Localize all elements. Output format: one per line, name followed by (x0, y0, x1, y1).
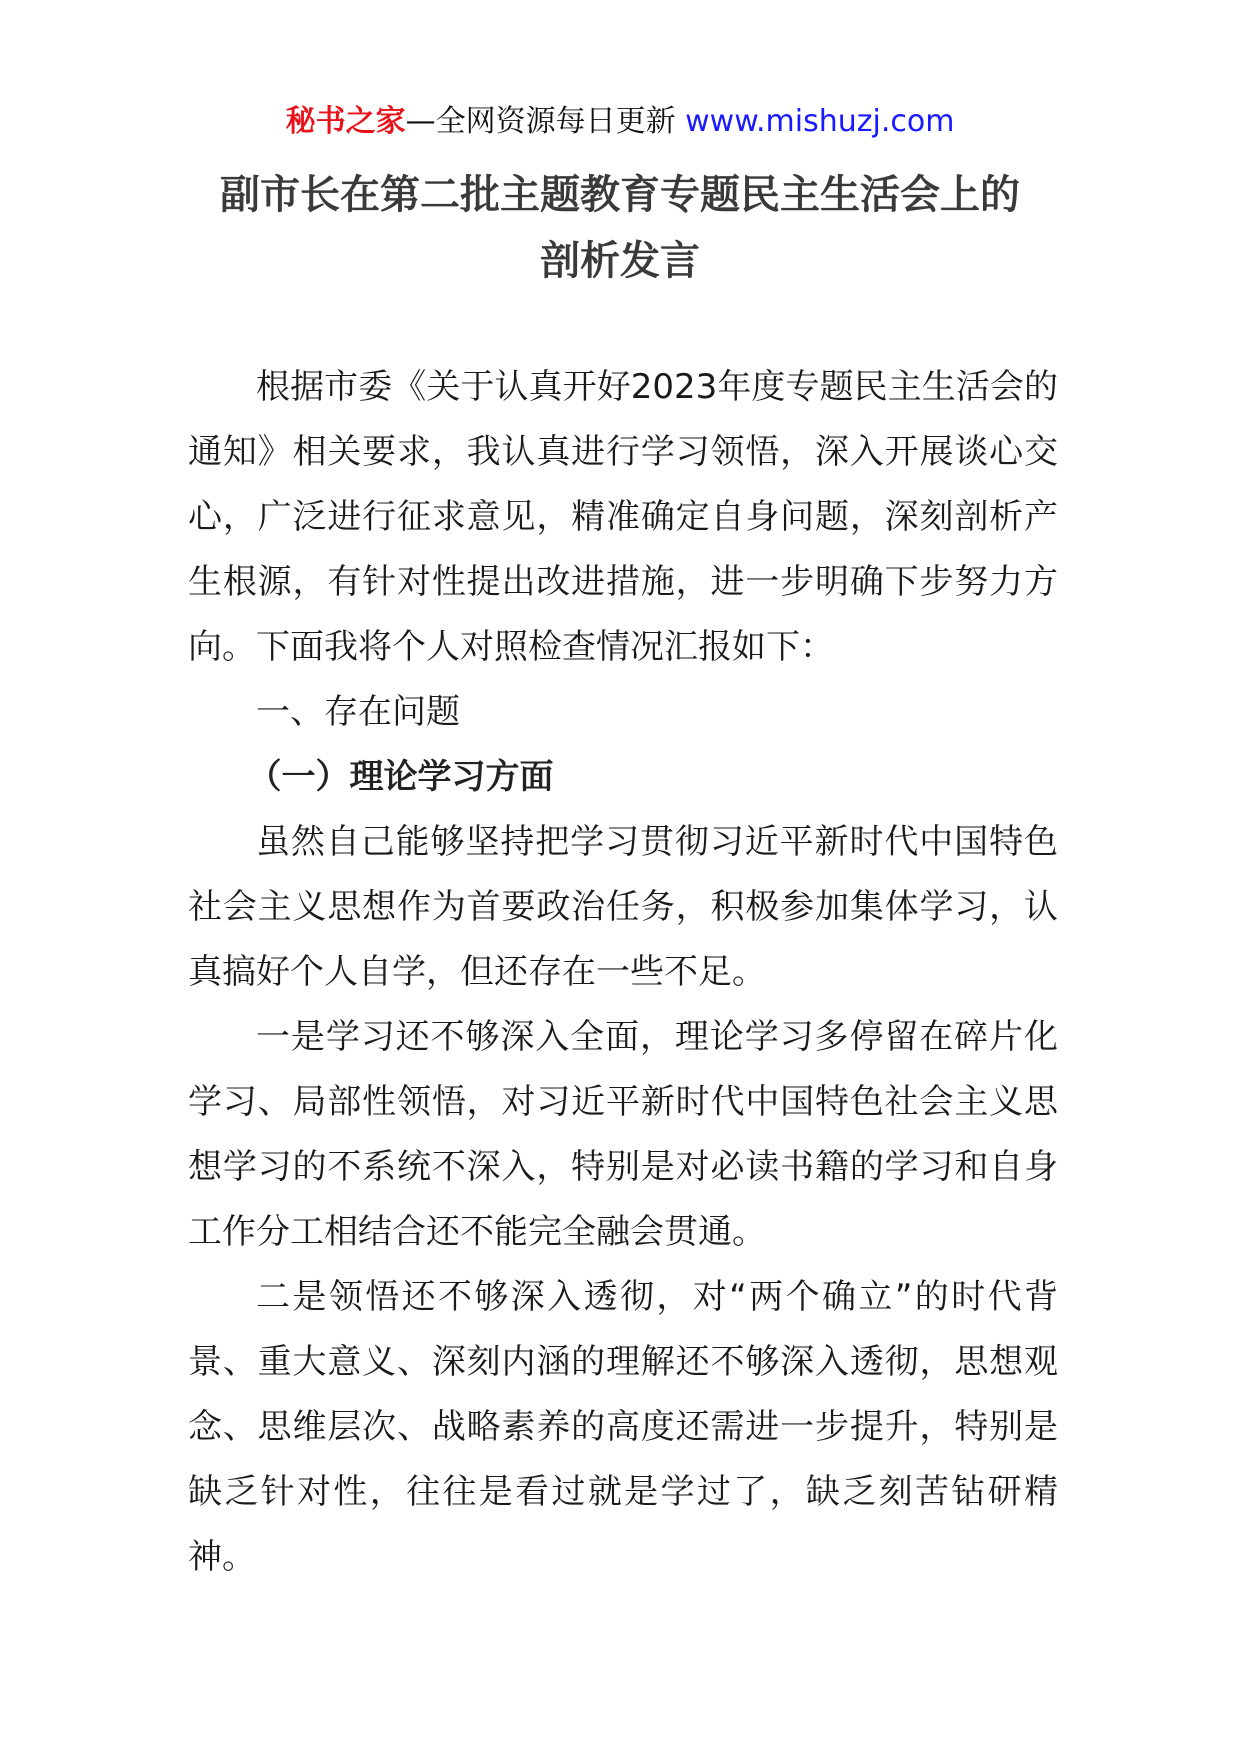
body-paragraph: 二是领悟还不够深入透彻，对“两个确立”的时代背景、重大意义、深刻内涵的理解还不够深入透彻，思想观念、思维层次、战略素养的高度还需进一步提升，特别是缺乏针对性，往往是看过就是学过了，缺乏刻苦钻研精神。 (188, 1277, 1058, 1577)
section-heading: 一、存在问题 (256, 692, 460, 732)
document-body (188, 355, 1058, 1590)
brand-name: 秘书之家 (285, 104, 406, 139)
document-title-line-1: 副市长在第二批主题教育专题民主生活会上的 (220, 172, 1020, 218)
document-title-line-2: 剖析发言 (540, 238, 700, 284)
document-title (150, 162, 1090, 294)
site-url-link[interactable]: www.mishuzj.com (685, 104, 955, 139)
subsection-heading: （一）理论学习方面 (247, 757, 554, 797)
watermark-header (0, 102, 1240, 142)
header-tagline: —全网资源每日更新 (405, 104, 686, 139)
body-paragraph: 一是学习还不够深入全面，理论学习多停留在碎片化学习、局部性领悟，对习近平新时代中国特色社会主义思想学习的不系统不深入，特别是对必读书籍的学习和自身工作分工相结合还不能完全融会贯通。 (188, 1017, 1058, 1252)
body-paragraph: 虽然自己能够坚持把学习贯彻习近平新时代中国特色社会主义思想作为首要政治任务，积极参加集体学习，认真搞好个人自学，但还存在一些不足。 (188, 822, 1058, 992)
intro-paragraph: 根据市委《关于认真开好2023年度专题民主生活会的通知》相关要求，我认真进行学习领悟，深入开展谈心交心，广泛进行征求意见，精准确定自身问题，深刻剖析产生根源，有针对性提出改进措施，进一步明确下步努力方向。下面我将个人对照检查情况汇报如下： (188, 367, 1058, 667)
